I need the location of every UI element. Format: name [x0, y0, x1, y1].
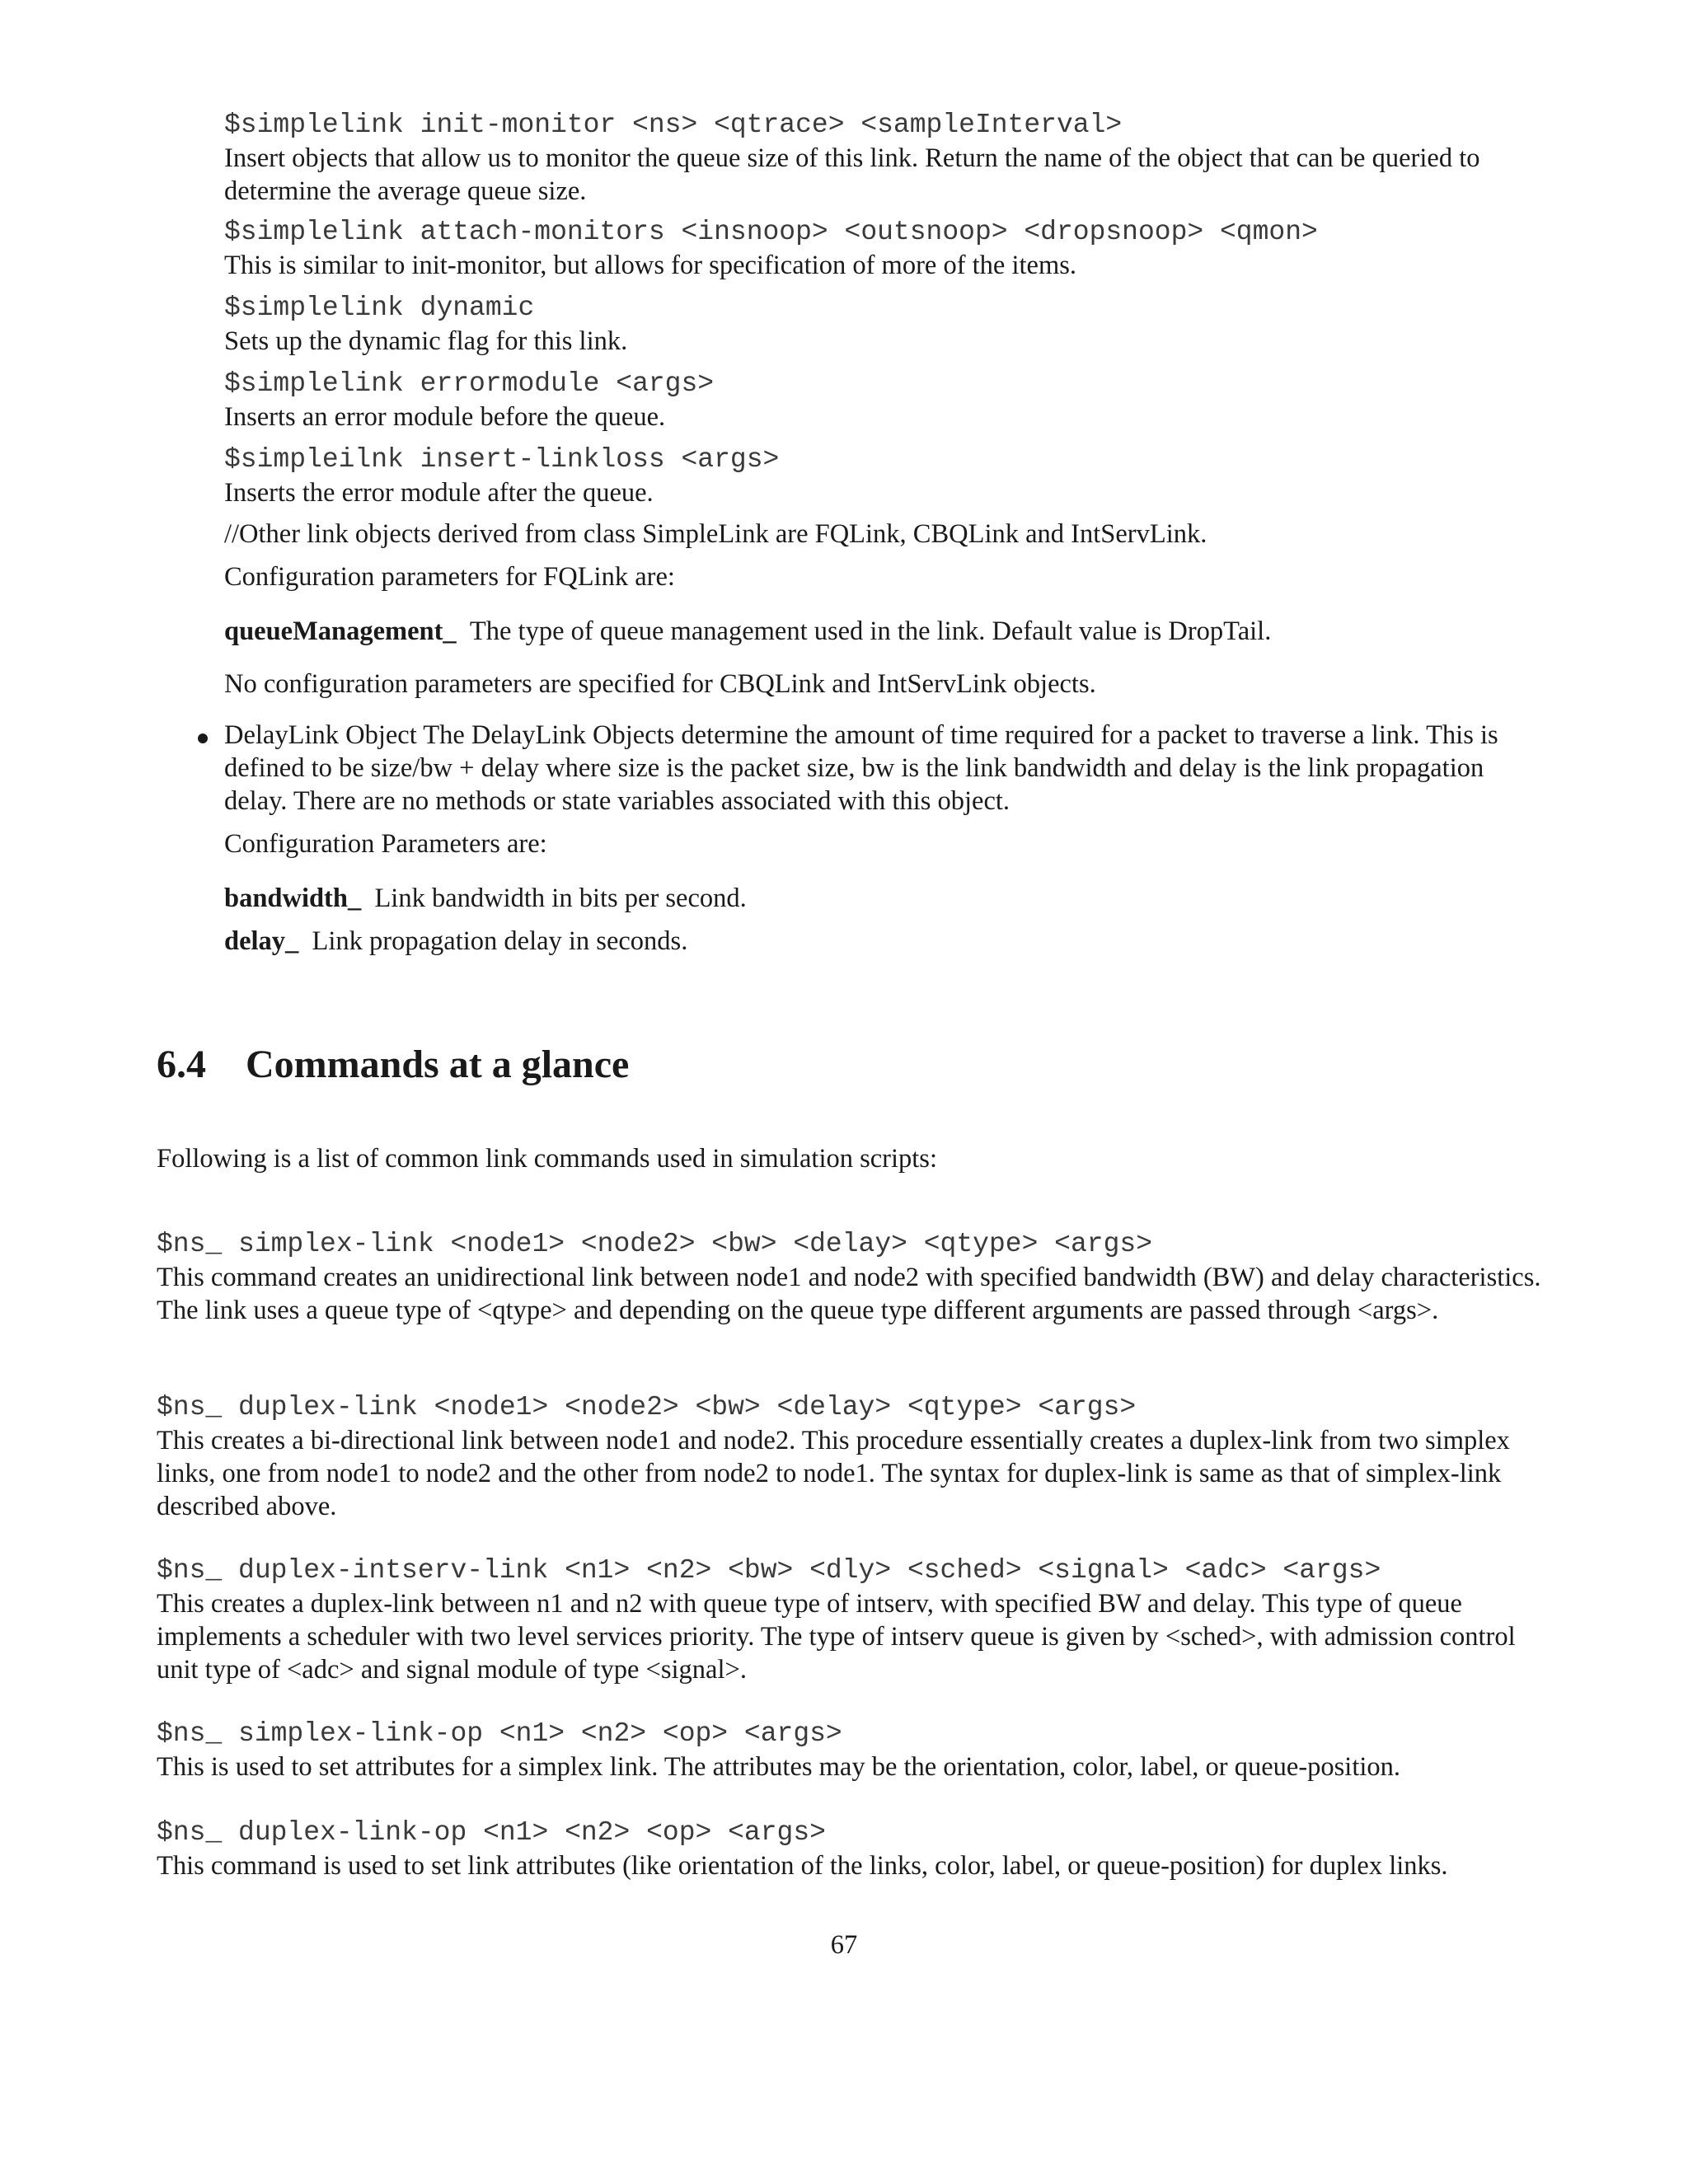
command-signature: $ns_ duplex-intserv-link <n1> <n2> <bw> <dly> <sched> <signal> <adc> <args>: [157, 1555, 1381, 1586]
config-parameter: [224, 882, 1543, 915]
command-signature: $ns_ simplex-link-op <n1> <n2> <op> <args>: [157, 1718, 842, 1749]
command-signature: $ns_ simplex-link <node1> <node2> <bw> <delay> <qtype> <args>: [157, 1229, 1152, 1259]
command-signature: $ns_ duplex-link-op <n1> <n2> <op> <args>: [157, 1817, 826, 1848]
command-signature: $ns_ duplex-link <node1> <node2> <bw> <delay> <qtype> <args>: [157, 1392, 1137, 1422]
monitor-entry: [224, 216, 1543, 282]
command-description: Inserts the error module after the queue.: [224, 478, 654, 508]
parameter-description: Link propagation delay in seconds.: [312, 926, 688, 956]
command-description: This creates a duplex-link between n1 and n2 with queue type of intserv, with specified BW and delay. This type of queue implements a scheduler with two level services priority. The type of intserv queue is given by <sched>, with admission control unit type of <adc> and signal module of type <signal>.: [157, 1589, 1516, 1685]
command-signature: $simplelink attach-monitors <insnoop> <outsnoop> <dropsnoop> <qmon>: [224, 217, 1318, 247]
monitor-entry: [224, 292, 1543, 358]
command-signature: $simplelink errormodule <args>: [224, 368, 715, 399]
delaylink-config-intro: Configuration Parameters are:: [224, 829, 547, 859]
command-description: This command is used to set link attributes (like orientation of the links, color, label, or queue-position) for duplex links.: [157, 1851, 1448, 1881]
monitor-entry: [224, 109, 1543, 208]
config-parameter: [224, 925, 1543, 958]
monitor-entry: [224, 443, 1543, 509]
command-entry: [157, 1718, 1550, 1783]
fqlink-config-intro: Configuration parameters for FQLink are:: [224, 562, 675, 592]
monitor-entry: [224, 368, 1543, 434]
page-number: 67: [830, 1930, 858, 1960]
command-description: This command creates an unidirectional link between node1 and node2 with specified bandwidth (BW) and delay characteristics. The link uses a queue type of <qtype> and depending on the queue type different arguments are passed through <args>.: [157, 1263, 1541, 1325]
parameter-name: queueManagement_: [224, 616, 457, 646]
parameter-description: Link bandwidth in bits per second.: [374, 883, 747, 913]
command-signature: $simplelink init-monitor <ns> <qtrace> <sampleInterval>: [224, 110, 1123, 140]
section-heading: [157, 1040, 629, 1090]
section-title: Commands at a glance: [246, 1043, 630, 1086]
section-number: 6.4: [157, 1043, 206, 1086]
command-entry: [157, 1816, 1550, 1882]
command-description: Sets up the dynamic flag for this link.: [224, 326, 628, 356]
no-config-note: No configuration parameters are specified for CBQLink and IntServLink objects.: [224, 669, 1096, 699]
command-signature: $simplelink dynamic: [224, 293, 535, 323]
command-description: Inserts an error module before the queue.: [224, 402, 666, 432]
other-links-note: //Other link objects derived from class SimpleLink are FQLink, CBQLink and IntServLink.: [224, 519, 1207, 549]
command-signature: $simpleilnk insert-linkloss <args>: [224, 444, 780, 475]
command-description: This is used to set attributes for a simplex link. The attributes may be the orientation, color, label, or queue-position.: [157, 1752, 1401, 1782]
command-description: This creates a bi-directional link between node1 and node2. This procedure essentially creates a duplex-link from two simplex links, one from node1 to node2 and the other from node2 to node1. The syntax for duplex-link is same as that of simplex-link described above.: [157, 1426, 1510, 1521]
delaylink-description: DelayLink Object The DelayLink Objects determine the amount of time required for a packet to traverse a link. This is defined to be size/bw + delay where size is the packet size, bw is the link bandwidth and delay is the link propagation delay. There are no methods or state variables associated with this object.: [224, 720, 1498, 816]
command-description: Insert objects that allow us to monitor the queue size of this link. Return the name of the object that can be queried to determine the average queue size.: [224, 143, 1480, 206]
parameter-name: delay_: [224, 926, 299, 956]
command-entry: [157, 1554, 1550, 1686]
config-parameter: [224, 615, 1543, 648]
command-description: This is similar to init-monitor, but allows for specification of more of the items.: [224, 251, 1077, 280]
command-entry: [157, 1228, 1550, 1327]
parameter-description: The type of queue management used in the link. Default value is DropTail.: [469, 616, 1272, 646]
bullet-icon: [198, 733, 208, 743]
parameter-name: bandwidth_: [224, 883, 362, 913]
command-entry: [157, 1391, 1550, 1523]
section-intro: Following is a list of common link commands used in simulation scripts:: [157, 1144, 937, 1174]
